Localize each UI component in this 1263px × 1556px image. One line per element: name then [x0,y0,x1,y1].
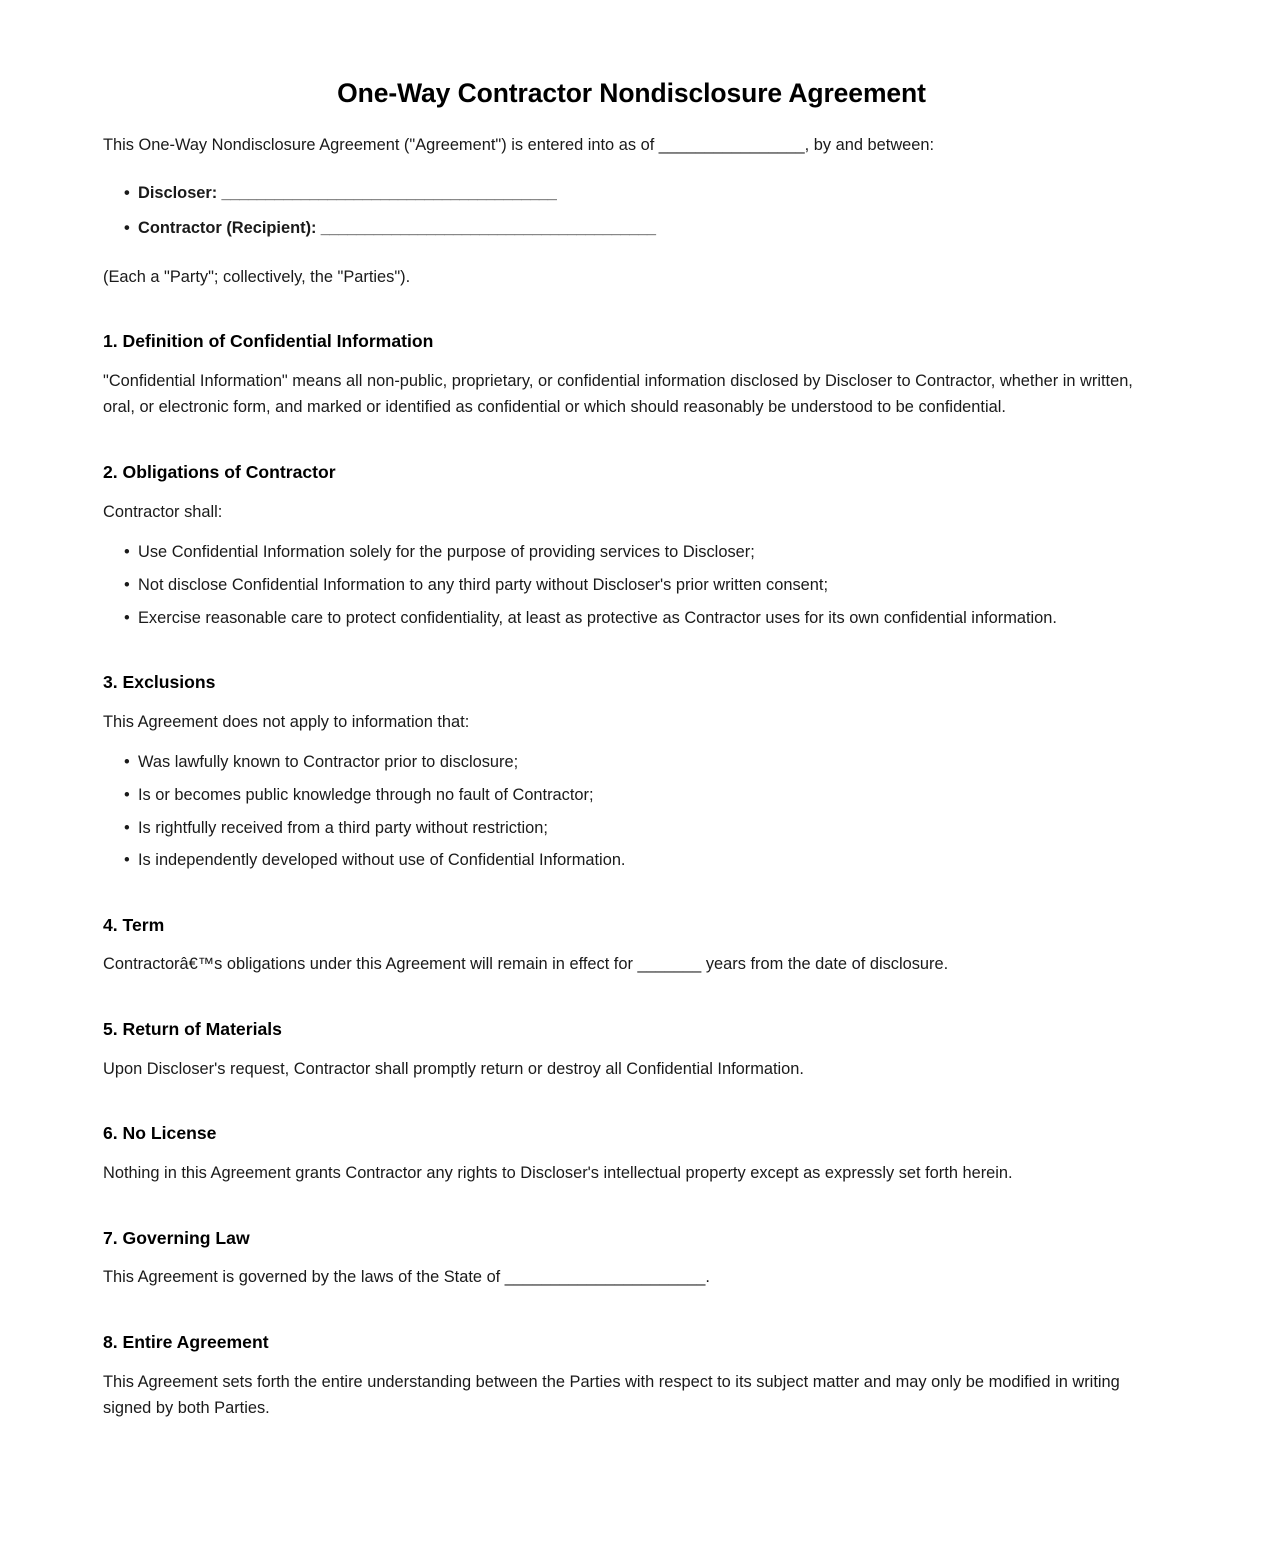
parties-note: (Each a "Party"; collectively, the "Parties"). [103,267,411,286]
section-body-6: Nothing in this Agreement grants Contractor any rights to Discloser's intellectual property except as expressly set forth herein. [103,1164,1013,1183]
section-heading-2: 2. Obligations of Contractor [103,462,336,483]
list-item: • Is rightfully received from a third party without restriction; [103,815,1160,842]
section-body-4: Contractorâ€™s obligations under this Agreement will remain in effect for _______ years from the date of disclosure. [103,955,949,974]
list-item: • Use Confidential Information solely for the purpose of providing services to Discloser; [103,539,1160,566]
party-list [103,158,1160,241]
section-heading-6: 6. No License [103,1123,217,1144]
section-heading-8: 8. Entire Agreement [103,1332,269,1353]
list-item: • Is independently developed without use of Confidential Information. [103,847,1160,874]
list-item-contractor [103,215,1160,242]
section-body-5: Upon Discloser's request, Contractor shall promptly return or destroy all Confidential Information. [103,1059,804,1078]
party-label-contractor: Contractor (Recipient): [138,218,317,237]
section-list-3 [103,735,1160,873]
page-title: One-Way Contractor Nondisclosure Agreement [337,78,926,108]
section-heading-5: 5. Return of Materials [103,1019,282,1040]
section-body-8: This Agreement sets forth the entire understanding between the Parties with respect to its subject matter and may only be modified in writing signed by both Parties. [103,1372,1120,1418]
section-body-7: This Agreement is governed by the laws of the State of ______________________. [103,1268,710,1287]
section-heading-1: 1. Definition of Confidential Information [103,331,434,352]
list-item: • Not disclose Confidential Information to any third party without Discloser's prior written consent; [103,572,1160,599]
section-heading-7: 7. Governing Law [103,1227,250,1248]
intro-paragraph: This One-Way Nondisclosure Agreement ("Agreement") is entered into as of ________________, by and between: [103,135,935,154]
party-label-discloser: Discloser: [138,184,218,203]
section-list-2 [103,525,1160,631]
section-heading-3: 3. Exclusions [103,672,216,693]
list-item: • Was lawfully known to Contractor prior to disclosure; [103,749,1160,776]
section-lead-2: Contractor shall: [103,502,223,521]
section-heading-4: 4. Term [103,914,165,935]
list-item-discloser [103,180,1160,207]
section-lead-3: This Agreement does not apply to information that: [103,712,470,731]
section-body-1: "Confidential Information" means all non-public, proprietary, or confidential information disclosed by Discloser to Contractor, whether in written, oral, or electronic form, and marked or identified as confidential or which should reasonably be understood to be confidential. [103,371,1133,417]
party-blank-discloser: ______________________________________ [217,184,557,203]
party-blank-contractor: ______________________________________ [316,218,656,237]
list-item: • Is or becomes public knowledge through no fault of Contractor; [103,782,1160,809]
list-item: • Exercise reasonable care to protect confidentiality, at least as protective as Contractor uses for its own confidential information. [103,605,1160,632]
